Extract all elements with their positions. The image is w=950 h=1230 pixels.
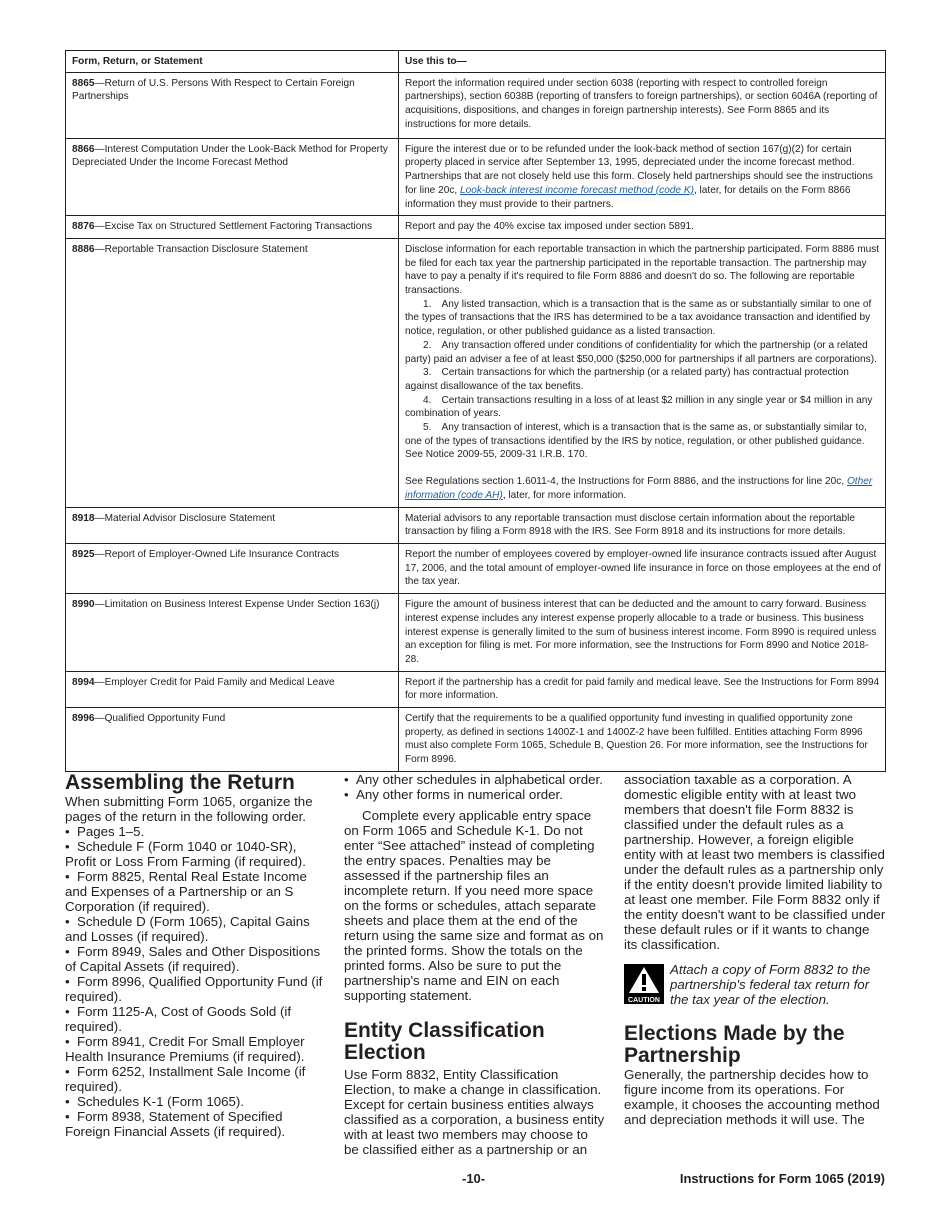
footer-title: Instructions for Form 1065 (2019) — [679, 1171, 885, 1186]
list-item — [65, 914, 325, 944]
list-text: Form 8941, Credit For Small Employer Health Insurance Premiums (if required). — [65, 1034, 305, 1064]
form-cell — [66, 543, 399, 593]
use-text: Disclose information for each reportable transaction in which the partnership participated. Form 8886 must be filed for each tax year the partnership participated in the reportable transaction. The partnership may have to pay a penalty if it's required to file Form 8886 and doesn't do so. The following are reportable transactions. — [405, 243, 880, 297]
table-row — [66, 507, 886, 543]
table-header-row — [66, 51, 886, 73]
form-cell — [66, 507, 399, 543]
use-cell: Report if the partnership has a credit for paid family and medical leave. See the Instructions for Form 8994 for more information. — [399, 671, 886, 707]
reportable-item: 1. Any listed transaction, which is a transaction that is the same as or substantially similar to one of the types of transactions that the IRS has determined to be a tax avoidance transaction and identified by notice, regulation, or other published guidance as a listed transaction. — [405, 298, 872, 338]
list-item — [65, 1004, 325, 1034]
spacer — [405, 462, 881, 475]
list-item — [65, 974, 325, 1004]
list-item — [344, 787, 606, 802]
list-text: Schedule D (Form 1065), Capital Gains and Losses (if required). — [65, 914, 310, 944]
assembling-intro: When submitting Form 1065, organize the pages of the return in the following order. — [65, 794, 313, 824]
form-title: —Interest Computation Under the Look-Back Method for Property Depreciated Under the Income Forecast Method — [72, 143, 388, 169]
bullet: • — [65, 1109, 70, 1124]
table-row — [66, 708, 886, 772]
form-title: —Qualified Opportunity Fund — [94, 713, 226, 725]
list-text: Form 8996, Qualified Opportunity Fund (if required). — [65, 974, 323, 1004]
form-cell — [66, 138, 399, 216]
bullet: • — [65, 1064, 70, 1079]
form-number: 8866 — [72, 143, 95, 155]
reportable-item: 5. Any transaction of interest, which is a transaction that is the same as, or substantially similar to, one of the types of transactions identified by the IRS by notice, regulation, or other published guidance. See Notice 2009-55, 2009-31 I.R.B. 170. — [405, 422, 867, 461]
bullet: • — [65, 1094, 70, 1109]
column-header-use: Use this to— — [399, 51, 886, 73]
entity-paragraph-cont: association taxable as a corporation. A domestic eligible entity with at least two members that doesn't file Form 8832 is classified under the default rules as a partnership. However, a foreign eligible entity with at least two members is classified under the default rules as a partnership only if the entity doesn't provide limited liability to at least one member. File Form 8832 only if the entity doesn't want to be classified under these default rules or if it wants to change its classification. — [624, 772, 886, 952]
list-text: Schedule F (Form 1040 or 1040-SR), Profit or Loss From Farming (if required). — [65, 839, 306, 869]
form-cell — [66, 708, 399, 772]
list-text: Form 6252, Installment Sale Income (if required). — [65, 1064, 306, 1094]
use-text: Figure the interest due or to be refunded under the look-back method of section 167(g)(2) for certain property placed in service after September 13, 1995, depreciated under the income forecast method. Partnerships that are not closely held use this form. Closely held partnerships should see the instructions for line 20c, — [405, 143, 873, 196]
list-item — [65, 1109, 325, 1139]
list-item — [65, 944, 325, 974]
reportable-item: 2. Any transaction offered under conditions of confidentiality for which the partnership (or a related party) paid an adviser a fee of at least $50,000 ($250,000 for partnerships if all partners are corporations). — [405, 339, 877, 365]
form-cell — [66, 594, 399, 672]
table-row — [66, 594, 886, 672]
list-item — [65, 1034, 325, 1064]
form-number: 8865 — [72, 77, 95, 89]
bullet: • — [344, 772, 349, 787]
list-item — [344, 772, 606, 787]
assembling-heading: Assembling the Return — [65, 771, 295, 794]
list-text: Form 8825, Rental Real Estate Income and Expenses of a Partnership or an S Corporation (if required). — [65, 869, 307, 914]
use-text: , later, for details on the Form 8866 information they must provide to their partners. — [405, 184, 851, 210]
form-cell — [66, 671, 399, 707]
use-cell — [399, 238, 886, 507]
bullet: • — [65, 1034, 70, 1049]
form-number: 8876 — [72, 221, 95, 233]
form-number: 8925 — [72, 548, 95, 560]
form-number: 8996 — [72, 713, 95, 725]
table-row — [66, 138, 886, 216]
look-back-interest-link[interactable]: Look-back interest income forecast method (code K) — [459, 184, 694, 196]
list-item — [65, 1094, 325, 1109]
bullet: • — [65, 824, 70, 839]
use-cell: Report the number of employees covered by employer-owned life insurance contracts issued after August 17, 2006, and the total amount of employer-owned life insurance in force on those employees at the end of the tax year. — [399, 543, 886, 593]
bullet: • — [65, 914, 70, 929]
list-text: Pages 1–5. — [77, 824, 145, 839]
column-2 — [344, 772, 606, 1157]
form-title: —Excise Tax on Structured Settlement Factoring Transactions — [94, 221, 372, 233]
form-cell — [66, 72, 399, 138]
bullet: • — [65, 1004, 70, 1019]
form-cell — [66, 216, 399, 239]
bullet: • — [65, 974, 70, 989]
caution-label: CAUTION — [628, 997, 660, 1004]
list-text: Form 8949, Sales and Other Dispositions of Capital Assets (if required). — [65, 944, 321, 974]
list-text: Any other forms in numerical order. — [356, 787, 563, 802]
elections-heading: Elections Made by the Partnership — [624, 1022, 845, 1067]
reportable-item: 4. Certain transactions resulting in a loss of at least $2 million in any single year or $4 million in any combination of years. — [405, 394, 873, 420]
use-cell: Figure the amount of business interest that can be deducted and the amount to carry forward. Business interest expense includes any interest expense properly allocable to a trade or business. This business interest expense is generally limited to the sum of business interest income. Form 8990 is required unless an exception for filing is met. For more information, see the Instructions for Form 8990 and Notice 2018-28. — [399, 594, 886, 672]
caution-icon — [624, 964, 664, 1004]
page-number: -10- — [462, 1171, 486, 1186]
caution-text: Attach a copy of Form 8832 to the partnership's federal tax return for the tax year of the election. — [670, 962, 871, 1007]
list-item — [65, 869, 325, 914]
list-text: Schedules K-1 (Form 1065). — [77, 1094, 245, 1109]
form-title: —Return of U.S. Persons With Respect to Certain Foreign Partnerships — [72, 77, 355, 103]
column-header-form: Form, Return, or Statement — [66, 51, 399, 73]
table-row — [66, 72, 886, 138]
table-row — [66, 216, 886, 239]
bullet: • — [65, 944, 70, 959]
entity-heading: Entity Classification Election — [344, 1019, 545, 1064]
bullet: • — [344, 787, 349, 802]
form-title: —Limitation on Business Interest Expense Under Section 163(j) — [94, 599, 380, 611]
forms-table — [65, 50, 886, 772]
entity-paragraph: Use Form 8832, Entity Classification Election, to make a change in classification. Except for certain business entities always classified as a corporation, a business entity with at least two members may choose to be classified either as a partnership or an — [344, 1067, 605, 1157]
use-text: , later, for more information. — [502, 489, 627, 501]
use-cell: Report the information required under section 6038 (reporting with respect to controlled foreign partnerships), section 6038B (reporting of transfers to foreign partnerships), or section 6046A (reporting of acquisitions, dispositions, and changes in foreign partnership interests). See Form 8865 and its instructions for more details. — [399, 72, 886, 138]
form-title: —Employer Credit for Paid Family and Medical Leave — [94, 676, 335, 688]
form-cell — [66, 238, 399, 507]
list-text: Any other schedules in alphabetical order. — [356, 772, 603, 787]
form-title: —Report of Employer-Owned Life Insurance Contracts — [94, 548, 340, 560]
caution-note — [624, 962, 886, 1007]
form-title: —Material Advisor Disclosure Statement — [94, 512, 276, 524]
list-text: Form 8938, Statement of Specified Foreign Financial Assets (if required). — [65, 1109, 286, 1139]
bullet: • — [65, 839, 70, 854]
use-cell — [399, 138, 886, 216]
form-number: 8990 — [72, 599, 95, 611]
use-cell: Report and pay the 40% excise tax imposed under section 5891. — [399, 216, 886, 239]
column-1 — [65, 772, 325, 1139]
reportable-item: 3. Certain transactions for which the partnership (or a related party) has contractual protection against disallowance of the tax benefits. — [405, 367, 849, 392]
table-row — [66, 671, 886, 707]
use-cell: Certify that the requirements to be a qualified opportunity fund investing in qualified opportunity zone property, as defined in sections 1400Z-1 and 1400Z-2 have been fulfilled. Entities attaching Form 8996 must also complete Form 1065, Schedule B, Question 26. For more information, see the Instructions for Form 8996. — [399, 708, 886, 772]
use-text: See Regulations section 1.6011-4, the Instructions for Form 8886, and the instructions for line 20c, — [405, 476, 847, 488]
use-cell: Material advisors to any reportable transaction must disclose certain information about the reportable transaction by filing a Form 8918 with the IRS. See Form 8918 and its instructions for more details. — [399, 507, 886, 543]
elections-paragraph: Generally, the partnership decides how to figure income from its operations. For example, it chooses the accounting method and depreciation methods it will use. The — [624, 1067, 880, 1127]
column-3 — [624, 772, 886, 1127]
list-item — [65, 839, 325, 869]
form-number: 8886 — [72, 243, 95, 255]
assembling-paragraph: Complete every applicable entry space on Form 1065 and Schedule K-1. Do not enter “See attached” instead of completing the entry spaces. Penalties may be assessed if the partnership files an incomplete return. If you need more space on the forms or schedules, attach separate sheets and place them at the end of the return using the same size and format as on the printed forms. Show the totals on the printed forms. Also be sure to put the partnership's name and EIN on each supporting statement. — [344, 808, 604, 1003]
list-item — [65, 824, 325, 839]
table-row — [66, 543, 886, 593]
form-title: —Reportable Transaction Disclosure Statement — [94, 243, 308, 255]
list-text: Form 1125-A, Cost of Goods Sold (if required). — [65, 1004, 292, 1034]
table-row — [66, 238, 886, 507]
form-number: 8994 — [72, 676, 95, 688]
form-number: 8918 — [72, 512, 95, 524]
other-information-link[interactable]: Other information (code AH) — [405, 476, 873, 501]
bullet: • — [65, 869, 70, 884]
list-item — [65, 1064, 325, 1094]
